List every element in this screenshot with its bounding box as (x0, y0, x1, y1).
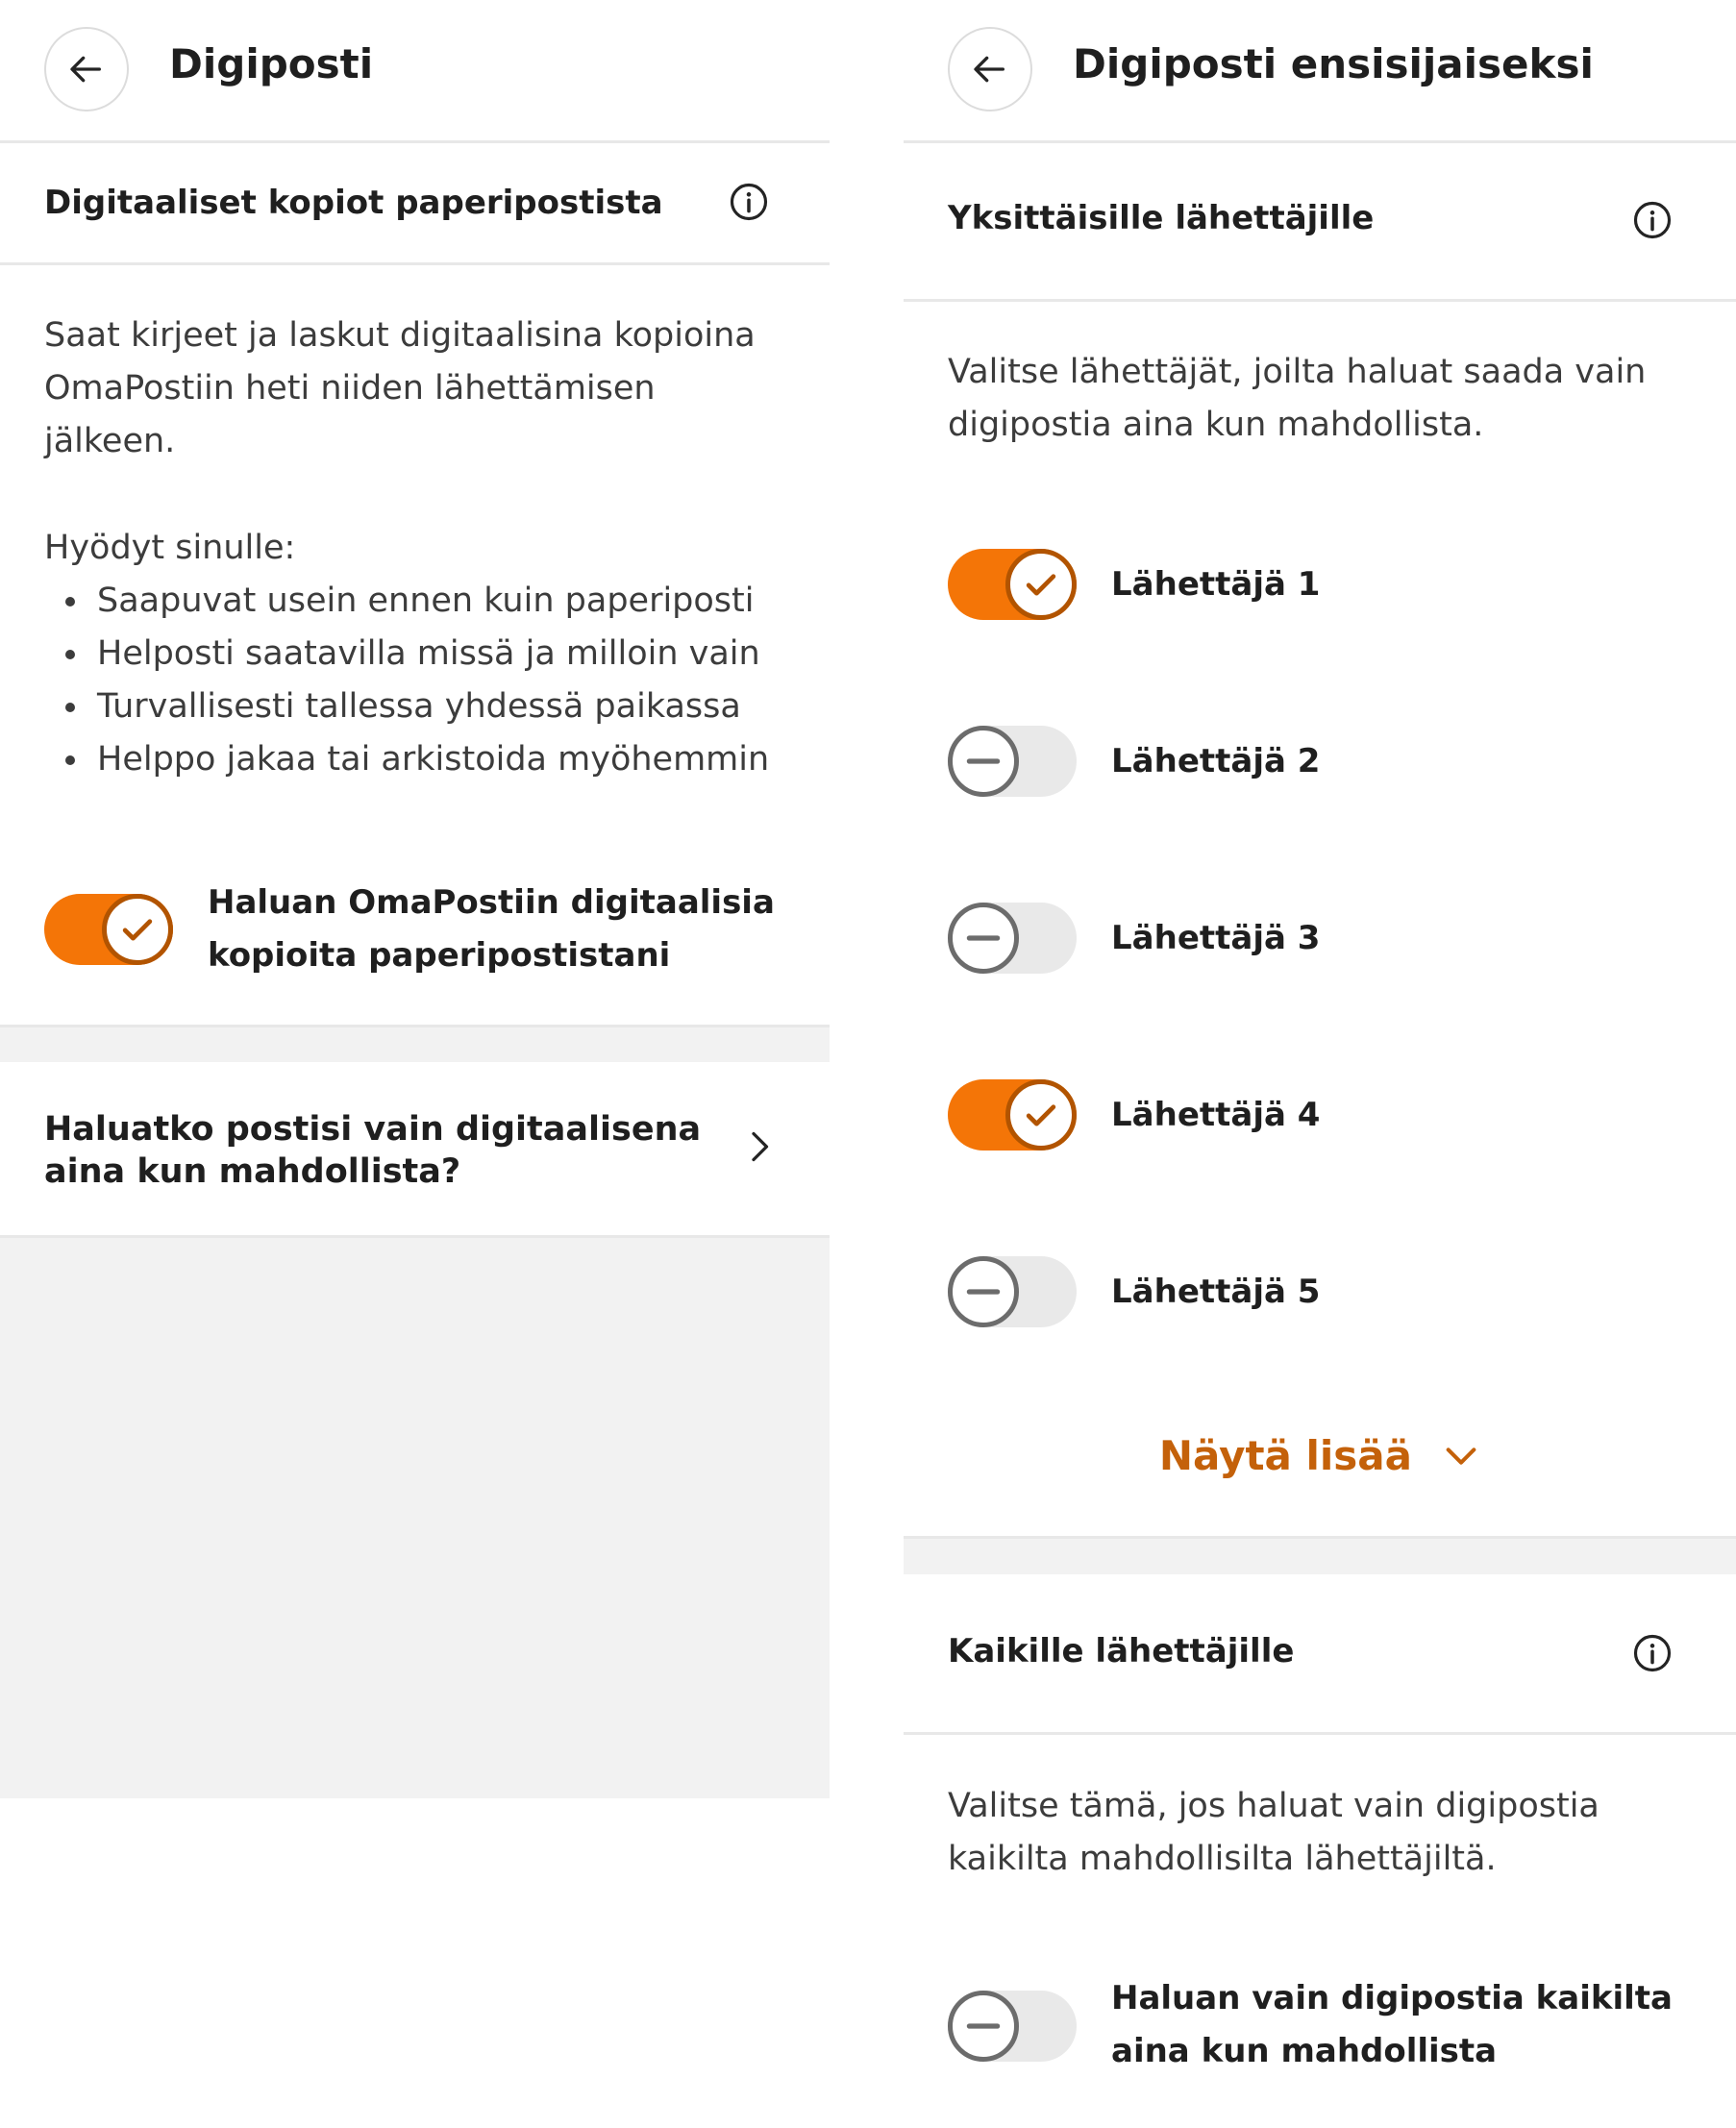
check-icon (116, 908, 159, 951)
minus-icon (962, 2005, 1004, 2047)
section-header-individual (904, 143, 1736, 302)
all-description: Valitse tämä, jos haluat vain digipostia kaikilta mahdollisilta lähettäjiltä. (948, 1787, 1600, 1878)
section-title: Kaikille lähettäjille (948, 1632, 1295, 1670)
header (0, 0, 830, 143)
section-header-all (904, 1574, 1736, 1735)
back-button[interactable] (44, 27, 129, 111)
page-title: Digiposti ensisijaiseksi (1073, 40, 1594, 87)
section-title: Digitaaliset kopiot paperipostista (44, 184, 663, 222)
arrow-left-icon (971, 50, 1009, 88)
minus-icon (962, 917, 1004, 959)
sender-toggle-1[interactable] (948, 549, 1077, 620)
chevron-right-icon (742, 1129, 777, 1164)
section-title: Yksittäisille lähettäjille (948, 199, 1375, 237)
sender-label: Lähettäjä 4 (1111, 1096, 1321, 1134)
sender-toggle-3[interactable] (948, 903, 1077, 974)
check-icon (1020, 563, 1062, 606)
benefits-heading: Hyödyt sinulle: (44, 529, 296, 567)
page-title: Digiposti (169, 40, 374, 87)
chevron-down-icon (1442, 1437, 1480, 1475)
digital-only-label: Haluatko postisi vain digitaalisena aina kun mahdollista? (44, 1110, 702, 1191)
sender-toggle-5[interactable] (948, 1256, 1077, 1327)
check-icon (1020, 1094, 1062, 1136)
sender-label: Lähettäjä 2 (1111, 742, 1321, 780)
digiposti-screen (0, 0, 830, 2128)
section-header (0, 143, 830, 265)
sender-label: Lähettäjä 3 (1111, 919, 1321, 957)
show-more-label: Näytä lisää (1158, 1432, 1412, 1479)
digital-only-link[interactable] (0, 1062, 830, 1238)
benefits-list (44, 575, 769, 786)
digital-copies-toggle[interactable] (44, 894, 173, 965)
intro-text: Saat kirjeet ja laskut digitaalisina kopioina OmaPostiin heti niiden lähettämisen jälkeen. (44, 316, 756, 460)
sender-label: Lähettäjä 5 (1111, 1273, 1321, 1311)
back-button[interactable] (948, 27, 1032, 111)
all-senders-toggle[interactable] (948, 1991, 1077, 2062)
sender-label: Lähettäjä 1 (1111, 565, 1321, 604)
list-item: Saapuvat usein ennen kuin paperiposti (44, 575, 769, 628)
sender-toggle-2[interactable] (948, 726, 1077, 797)
digital-copies-label: Haluan OmaPostiin digitaalisia kopioita paperipostistani (208, 883, 775, 975)
minus-icon (962, 740, 1004, 782)
section-gap (904, 1539, 1736, 1574)
list-item: Helposti saatavilla missä ja milloin vain (44, 628, 769, 680)
list-item: Turvallisesti tallessa yhdessä paikassa (44, 680, 769, 733)
info-icon[interactable] (729, 182, 769, 222)
sender-toggle-4[interactable] (948, 1079, 1077, 1151)
show-more-button[interactable] (904, 1432, 1736, 1479)
arrow-left-icon (67, 50, 106, 88)
info-icon[interactable] (1632, 1633, 1673, 1673)
info-icon[interactable] (1632, 200, 1673, 240)
individual-description: Valitse lähettäjät, joilta haluat saada vain digipostia aina kun mahdollista. (948, 353, 1647, 444)
list-item: Helppo jakaa tai arkistoida myöhemmin (44, 733, 769, 786)
header (904, 0, 1736, 143)
digiposti-primary-screen (904, 0, 1736, 2128)
minus-icon (962, 1271, 1004, 1313)
all-senders-label: Haluan vain digipostia kaikilta aina kun mahdollista (1111, 1979, 1673, 2070)
